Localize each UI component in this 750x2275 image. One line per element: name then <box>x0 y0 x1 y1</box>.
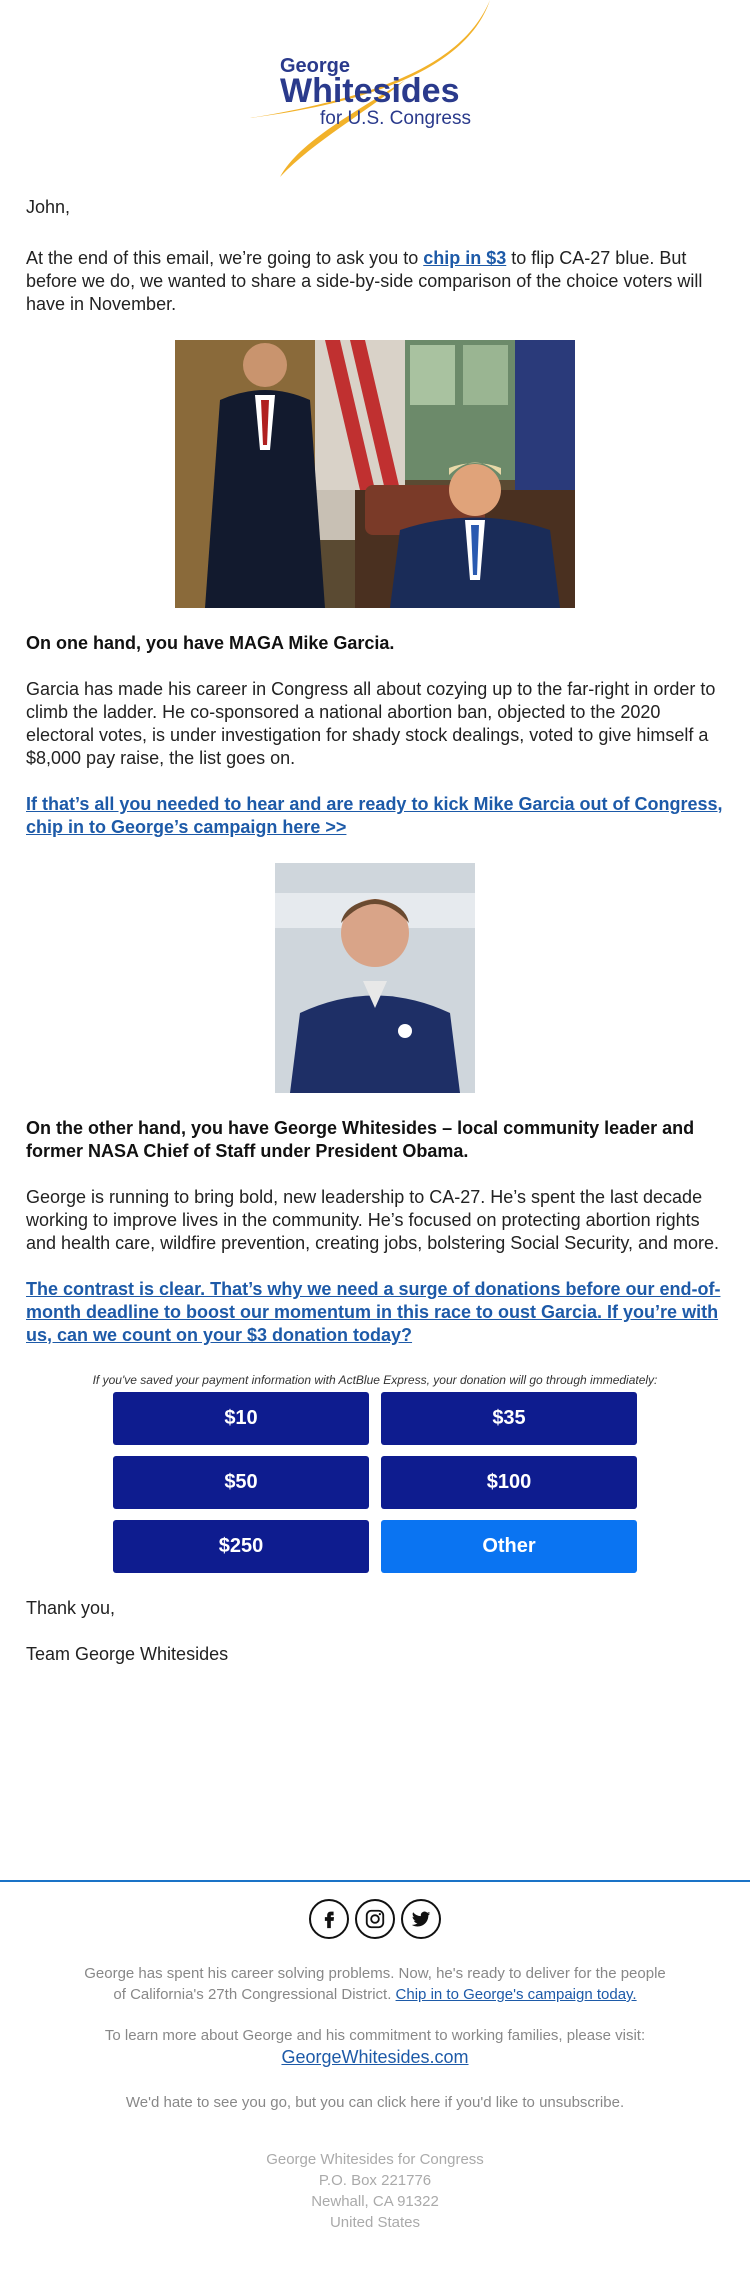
social-links <box>0 1899 750 1939</box>
garcia-trump-photo-art <box>175 340 575 608</box>
whitesides-photo-art <box>275 863 475 1093</box>
garcia-heading: On one hand, you have MAGA Mike Garcia. <box>26 633 395 653</box>
logo-line2: Whitesides <box>280 72 460 110</box>
garcia-trump-photo <box>175 340 575 608</box>
footer <box>0 1880 750 2233</box>
donate-250-button[interactable]: $250 <box>113 1520 369 1573</box>
donate-button-grid <box>113 1392 637 1573</box>
intro-text-after: to flip CA-27 blue. But before we do, we wanted to share a side-by-side comparison of the choice voters will have in November. <box>26 248 703 314</box>
whitesides-paragraph: George is running to bring bold, new leadership to CA-27. He’s spent the last decade working to improve lives in the community. He’s focused on protecting abortion rights and health care, wildfire prevention, creating jobs, bolstering Social Security, and more. <box>26 1187 720 1253</box>
footer-blurb <box>80 1963 670 2005</box>
website-link[interactable]: GeorgeWhitesides.com <box>281 2047 469 2067</box>
logo-line1: George <box>280 55 351 77</box>
donate-other-button[interactable]: Other <box>381 1520 637 1573</box>
signature: Team George Whitesides <box>26 1644 229 1664</box>
instagram-icon[interactable] <box>355 1899 395 1939</box>
intro-text-before: At the end of this email, we’re going to ask you to <box>26 248 424 268</box>
garcia-paragraph: Garcia has made his career in Congress all about cozying up to the far-right in order to climb the ladder. He co-sponsored a national abortion ban, objected to the 2020 electoral votes, is under investigation for shady stock dealings, voted to give himself a $8,000 pay raise, the list goes on. <box>26 679 716 768</box>
donation-appeal-link[interactable]: The contrast is clear. That’s why we need a surge of donations before our end-of-month deadline to boost our momentum in this race to oust Garcia. If you’re with us, can we count on your $3 donation today? <box>26 1279 721 1345</box>
whitesides-heading: On the other hand, you have George Whitesides – local community leader and former NASA Chief of Staff under President Obama. <box>26 1118 695 1161</box>
mailing-address <box>0 2149 750 2233</box>
campaign-logo <box>240 0 510 180</box>
twitter-icon[interactable] <box>401 1899 441 1939</box>
whitesides-photo <box>275 863 475 1093</box>
whitesides-photo-wrap <box>26 863 724 1093</box>
address-line: P.O. Box 221776 <box>318 2172 432 2189</box>
donate-35-button[interactable]: $35 <box>381 1392 637 1445</box>
footer-blurb-text: George has spent his career solving problems. Now, he's ready to deliver for the people of California's 27th Congressional District. <box>84 1965 666 2003</box>
donate-50-button[interactable]: $50 <box>113 1456 369 1509</box>
signoff: Thank you, <box>26 1598 116 1618</box>
logo-graphic <box>240 0 510 180</box>
address-line: George Whitesides for Congress <box>266 2151 484 2168</box>
actblue-express-note: If you've saved your payment information with ActBlue Express, your donation will go through immediately: <box>92 1373 658 1387</box>
donate-100-button[interactable]: $100 <box>381 1456 637 1509</box>
intro-paragraph <box>26 247 724 316</box>
donate-10-button[interactable]: $10 <box>113 1392 369 1445</box>
logo-line3: for U.S. Congress <box>320 108 471 129</box>
kick-garcia-out-link[interactable]: If that’s all you needed to hear and are ready to kick Mike Garcia out of Congress, chip in to George’s campaign here >> <box>26 794 723 837</box>
greeting: John, <box>26 197 71 217</box>
garcia-photo-wrap <box>26 340 724 608</box>
footer-chip-in-link[interactable]: Chip in to George's campaign today. <box>395 1986 637 2003</box>
footer-learn-text: To learn more about George and his commitment to working families, please visit: <box>104 2027 646 2044</box>
facebook-icon[interactable] <box>309 1899 349 1939</box>
address-line: Newhall, CA 91322 <box>311 2193 439 2210</box>
address-line: United States <box>329 2214 421 2231</box>
footer-learn-more <box>65 2025 685 2069</box>
unsubscribe-link[interactable]: We'd hate to see you go, but you can click here if you'd like to unsubscribe. <box>125 2094 625 2111</box>
email-body <box>26 196 724 1666</box>
chip-in-link[interactable]: chip in $3 <box>423 248 507 268</box>
